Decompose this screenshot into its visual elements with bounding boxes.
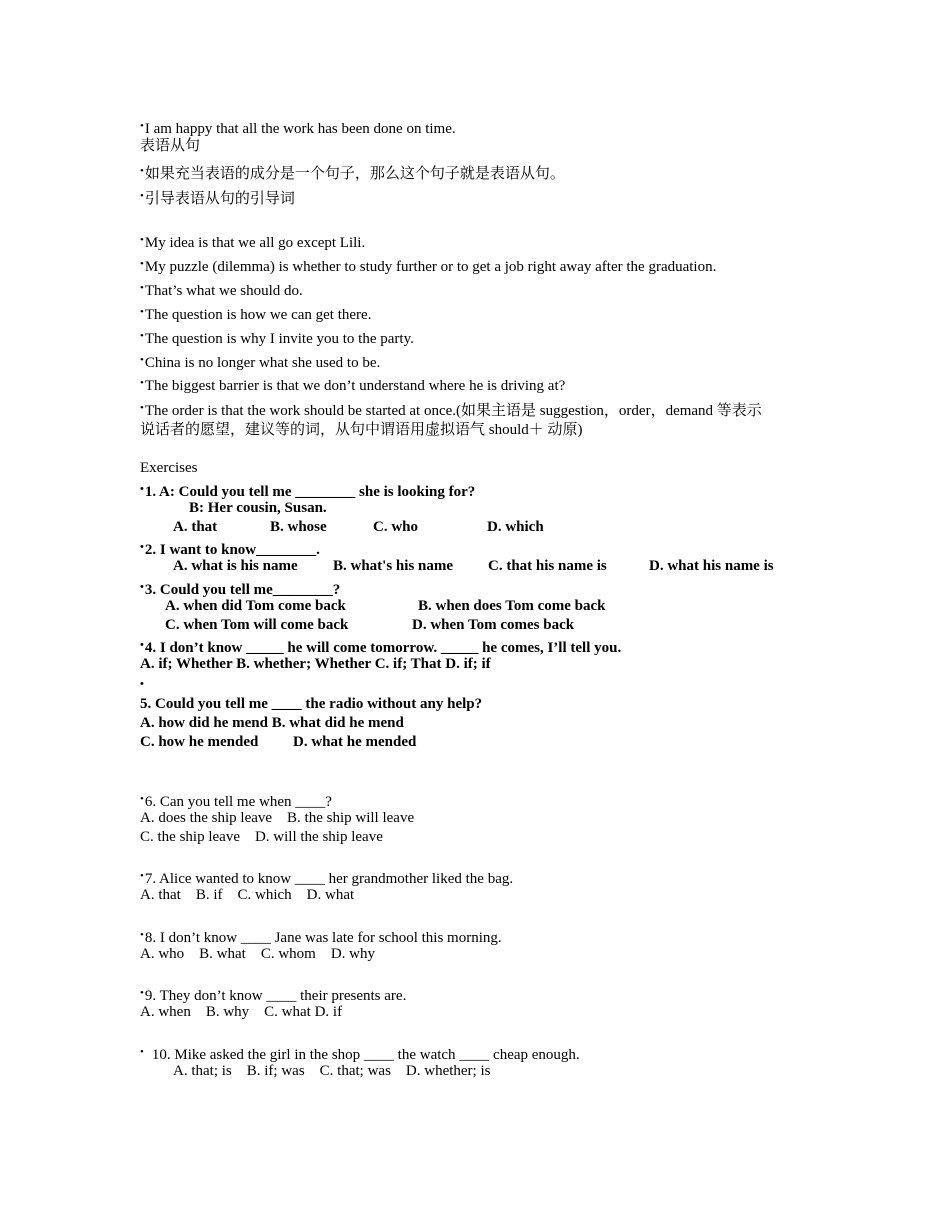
question-7-options: A. that B. if C. which D. what bbox=[140, 887, 355, 903]
bullet-icon: • bbox=[140, 639, 144, 651]
question-3-options-row-1 bbox=[165, 597, 606, 616]
bullet-icon: • bbox=[140, 165, 144, 177]
bullet-icon: • bbox=[140, 541, 144, 553]
document-page bbox=[140, 0, 830, 1230]
option-b: B. whose bbox=[270, 519, 327, 535]
option-d: D. when Tom comes back bbox=[412, 617, 575, 633]
example-item-continued: 说话者的愿望，建议等的词，从句中谓语用虚拟语气 should＋ 动原) bbox=[140, 422, 583, 438]
question-6-options-row-2: C. the ship leave D. will the ship leave bbox=[140, 829, 383, 845]
option-c: C. that his name is bbox=[488, 558, 607, 574]
question-9-options: A. when B. why C. what D. if bbox=[140, 1004, 343, 1020]
question-2-stem: •2. I want to know________. bbox=[140, 538, 320, 560]
example-sentence: •I am happy that all the work has been done on time. bbox=[140, 117, 456, 139]
bullet-icon: • bbox=[140, 929, 144, 941]
bullet-icon: • bbox=[140, 190, 144, 202]
bullet-icon: • bbox=[140, 581, 144, 593]
question-2-options bbox=[173, 557, 774, 576]
option-b: B. when does Tom come back bbox=[418, 598, 606, 614]
question-5-options-row-1: A. how did he mend B. what did he mend bbox=[140, 715, 404, 731]
option-c: C. when Tom will come back bbox=[165, 617, 349, 633]
bullet-icon: • bbox=[140, 306, 144, 318]
question-5-options-row-2 bbox=[140, 733, 416, 752]
question-4-options: A. if; Whether B. whether; Whether C. if; That D. if; if bbox=[140, 656, 491, 672]
question-4-stem: •4. I don’t know _____ he will come tomorrow. _____ he comes, I’ll tell you. bbox=[140, 636, 621, 658]
option-b: B. what's his name bbox=[333, 558, 454, 574]
bullet-icon: • bbox=[140, 678, 144, 690]
bullet-icon: • bbox=[140, 120, 144, 132]
option-d: D. which bbox=[487, 519, 544, 535]
section-heading: 表语从句 bbox=[140, 138, 201, 154]
question-10-stem: • 10. Mike asked the girl in the shop ____ the watch ____ cheap enough. bbox=[140, 1043, 580, 1065]
option-a: A. what is his name bbox=[173, 558, 298, 574]
example-item: •My idea is that we all go except Lili. bbox=[140, 231, 365, 253]
exercises-heading: Exercises bbox=[140, 460, 198, 476]
bullet-icon: • bbox=[140, 1046, 144, 1058]
bullet-icon: • bbox=[140, 258, 144, 270]
question-1-answer-line: B: Her cousin, Susan. bbox=[189, 500, 327, 516]
example-item: •The question is why I invite you to the party. bbox=[140, 327, 414, 349]
question-6-stem: •6. Can you tell me when ____? bbox=[140, 790, 332, 812]
question-1-options bbox=[173, 518, 544, 537]
option-a: A. that bbox=[173, 519, 218, 535]
bullet-icon: • bbox=[140, 354, 144, 366]
bullet-icon: • bbox=[140, 987, 144, 999]
example-item: •That’s what we should do. bbox=[140, 279, 303, 301]
example-item: •The question is how we can get there. bbox=[140, 303, 371, 325]
question-5-stem: 5. Could you tell me ____ the radio without any help? bbox=[140, 696, 483, 712]
question-10-options: A. that; is B. if; was C. that; was D. whether; is bbox=[173, 1063, 491, 1079]
question-8-stem: •8. I don’t know ____ Jane was late for school this morning. bbox=[140, 926, 502, 948]
question-6-options-row-1: A. does the ship leave B. the ship will leave bbox=[140, 810, 415, 826]
option-d: D. what he mended bbox=[293, 734, 417, 750]
question-1-stem: •1. A: Could you tell me ________ she is looking for? bbox=[140, 480, 475, 502]
bullet-icon: • bbox=[140, 793, 144, 805]
definition-line: •如果充当表语的成分是一个句子，那么这个句子就是表语从句。 bbox=[140, 162, 565, 184]
introducers-line: •引导表语从句的引导词 bbox=[140, 187, 295, 209]
question-7-stem: •7. Alice wanted to know ____ her grandmother liked the bag. bbox=[140, 867, 513, 889]
question-3-stem: •3. Could you tell me________? bbox=[140, 578, 340, 600]
bullet-icon: • bbox=[140, 870, 144, 882]
example-item: •My puzzle (dilemma) is whether to study further or to get a job right away after the graduation. bbox=[140, 255, 716, 277]
question-3-options-row-2 bbox=[165, 616, 574, 635]
example-item: •The biggest barrier is that we don’t understand where he is driving at? bbox=[140, 374, 565, 396]
bullet-icon: • bbox=[140, 330, 144, 342]
example-item: •China is no longer what she used to be. bbox=[140, 351, 380, 373]
question-8-options: A. who B. what C. whom D. why bbox=[140, 946, 375, 962]
bullet-icon: • bbox=[140, 377, 144, 389]
option-a: A. when did Tom come back bbox=[165, 598, 346, 614]
option-d: D. what his name is bbox=[649, 558, 774, 574]
question-9-stem: •9. They don’t know ____ their presents are. bbox=[140, 984, 406, 1006]
option-c: C. how he mended bbox=[140, 734, 259, 750]
bullet-icon: • bbox=[140, 483, 144, 495]
option-c: C. who bbox=[373, 519, 419, 535]
bullet-icon: • bbox=[140, 234, 144, 246]
bullet-icon: • bbox=[140, 282, 144, 294]
bullet-icon: • bbox=[140, 402, 144, 414]
example-item: •The order is that the work should be started at once.(如果主语是 suggestion，order，demand 等表示 bbox=[140, 399, 762, 421]
empty-bullet-line bbox=[140, 675, 145, 697]
